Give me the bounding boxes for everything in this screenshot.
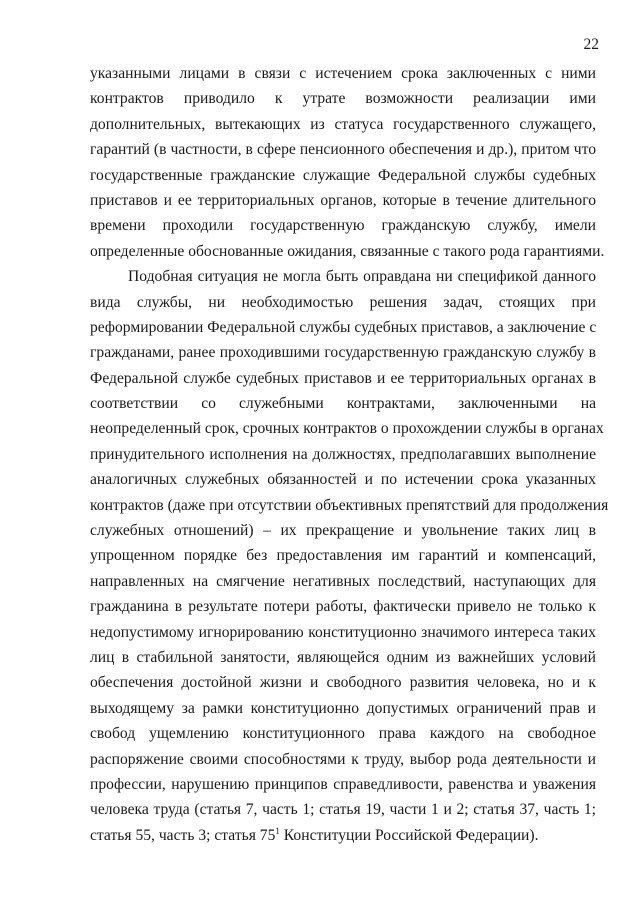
text-line: недопустимому игнорированию конституционно значимого интереса таких: [90, 623, 596, 641]
text-line: свобод ущемлению конституционного права каждого на свободное: [90, 725, 596, 743]
paragraph-1: [90, 61, 605, 264]
text-line: приставов и ее территориальных органов, которые в течение длительного: [90, 191, 596, 209]
body-text: [90, 61, 609, 848]
text-line: выходящему за рамки конституционно допустимых ограничений прав и: [90, 699, 596, 717]
text-line: реформировании Федеральной службы судебных приставов, а заключение с: [90, 318, 597, 336]
text-line: Подобная ситуация не могла быть оправдана ни спецификой данного: [128, 268, 596, 286]
text-line: упрощенном порядке без предоставления им гарантий и компенсаций,: [90, 547, 596, 565]
text-line: аналогичных служебных обязанностей и по истечении срока указанных: [90, 471, 596, 489]
text-line: дополнительных, вытекающих из статуса государственного служащего,: [90, 115, 596, 133]
text-line: контрактов (даже при отсутствии объективных препятствий для продолжения: [90, 496, 609, 514]
text-line: принудительного исполнения на должностях, предполагавших выполнение: [90, 445, 596, 463]
text-line-final: [90, 823, 596, 848]
text-line: служебных отношений) – их прекращение и увольнение таких лиц в: [90, 522, 596, 540]
text-line: распоряжение своими способностями к труду, выбор рода деятельности и: [90, 750, 596, 768]
text-line: определенные обоснованные ожидания, связанные с такого рода гарантиями.: [90, 242, 605, 260]
text-line: указанными лицами в связи с истечением срока заключенных с ними: [90, 65, 596, 82]
text-line: гражданами, ранее проходившими государственную гражданскую службу в: [90, 344, 596, 362]
text-line: человека труда (статья 7, часть 1; статья 19, части 1 и 2; статья 37, часть 1;: [90, 801, 596, 819]
text-line: неопределенный срок, срочных контрактов о прохождении службы в органах: [90, 420, 604, 438]
text-fragment: статья 55, часть 3; статья 75: [90, 826, 276, 844]
text-line: профессии, нарушению принципов справедливости, равенства и уважения: [90, 775, 596, 793]
text-fragment: Конституции Российской Федерации).: [279, 826, 539, 844]
text-line: обеспечения достойной жизни и свободного развития человека, но и к: [90, 674, 596, 692]
text-line: контрактов приводило к утрате возможности реализации ими: [90, 90, 596, 108]
text-line: лиц в стабильной занятости, являющейся одним из важнейших условий: [90, 648, 596, 666]
text-line: государственные гражданские служащие Федеральной службы судебных: [90, 166, 596, 184]
text-line: гарантий (в частности, в сфере пенсионного обеспечения и др.), притом что: [90, 141, 596, 159]
text-line: гражданина в результате потери работы, фактически привело не только к: [90, 598, 596, 616]
text-line: направленных на смягчение негативных последствий, наступающих для: [90, 572, 596, 590]
paragraph-2: [90, 264, 609, 848]
superscript-index: 1: [275, 825, 280, 836]
text-line: времени проходили государственную гражданскую службу, имели: [90, 217, 596, 235]
text-line: вида службы, ни необходимостью решения задач, стоящих при: [90, 293, 596, 311]
page-number: 22: [583, 36, 599, 53]
text-line: Федеральной службе судебных приставов и ее территориальных органах в: [90, 369, 596, 387]
text-line: соответствии со служебными контрактами, заключенными на: [90, 395, 596, 413]
